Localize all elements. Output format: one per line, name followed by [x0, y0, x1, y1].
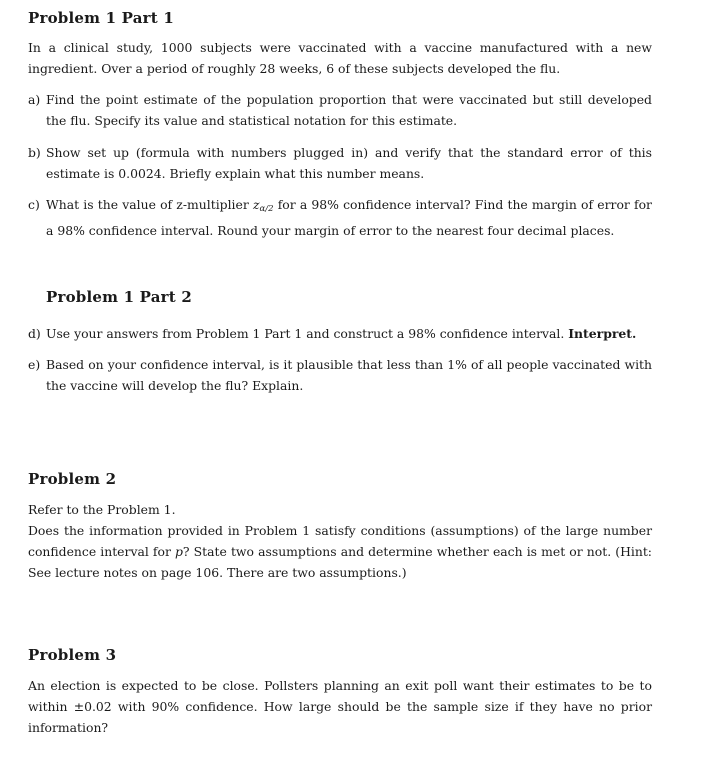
problem-1-part-1-title: Problem 1 Part 1 [28, 9, 174, 27]
question-a [28, 89, 652, 131]
question-b-text: Show set up (formula with numbers plugged in) and verify that the standard error of this estimate is 0.0024. Briefly explain what this number means. [46, 145, 652, 181]
question-e-text: Based on your confidence interval, is it plausible that less than 1% of all people vaccinated with the vaccine will develop the flu? Explain. [46, 357, 652, 393]
problem-1-intro: In a clinical study, 1000 subjects were vaccinated with a vaccine manufactured with a new ingredient. Over a period of roughly 28 weeks, 6 of these subjects developed the flu. [28, 40, 652, 76]
problem-1-part-2-title: Problem 1 Part 2 [46, 288, 192, 306]
question-a-text: Find the point estimate of the population proportion that were vaccinated but still developed the flu. Specify its value and statistical notation for this estimate. [46, 92, 652, 128]
problem-2-body [28, 520, 652, 583]
question-a-label: a) [28, 92, 41, 107]
problem-2-text-after: ? State two assumptions and determine whether each is met or not. (Hint: See lecture notes on page 106. There are two assumptions.) [28, 544, 652, 580]
question-c-text-before: What is the value of z-multiplier [46, 197, 249, 212]
question-d-label: d) [28, 326, 41, 341]
question-c [28, 194, 652, 241]
question-d [28, 323, 652, 344]
question-d-text [46, 323, 652, 344]
problem-2-title: Problem 2 [28, 470, 117, 488]
problem-3-title: Problem 3 [28, 646, 117, 664]
z-multiplier-symbol: z [252, 197, 260, 212]
question-e-label: e) [28, 357, 41, 372]
problem-3-body: An election is expected to be close. Pollsters planning an exit poll want their estimates to be to within ±0.02 with 90% confidence. How large should be the sample size if they have no prior information? [28, 678, 652, 735]
question-c-label: c) [28, 197, 40, 212]
question-b [28, 142, 652, 184]
parameter-p: p [174, 544, 183, 559]
question-e [28, 354, 652, 396]
problem-2-line-1: Refer to the Problem 1. [28, 502, 176, 517]
problem-2-text-before: Does the information provided in Problem 1 satisfy conditions (assumptions) of the large number confidence interval for [28, 523, 652, 559]
z-multiplier-subscript: α/2 [259, 204, 274, 214]
question-d-text-main: Use your answers from Problem 1 Part 1 and construct a 98% confidence interval. [46, 326, 565, 341]
question-d-interpret: Interpret. [568, 326, 637, 341]
question-b-label: b) [28, 145, 41, 160]
question-c-text [46, 194, 652, 241]
question-c-text-after: for a 98% confidence interval? Find the margin of error for a 98% confidence interval. Round your margin of error to the nearest four decimal places. [46, 197, 652, 238]
